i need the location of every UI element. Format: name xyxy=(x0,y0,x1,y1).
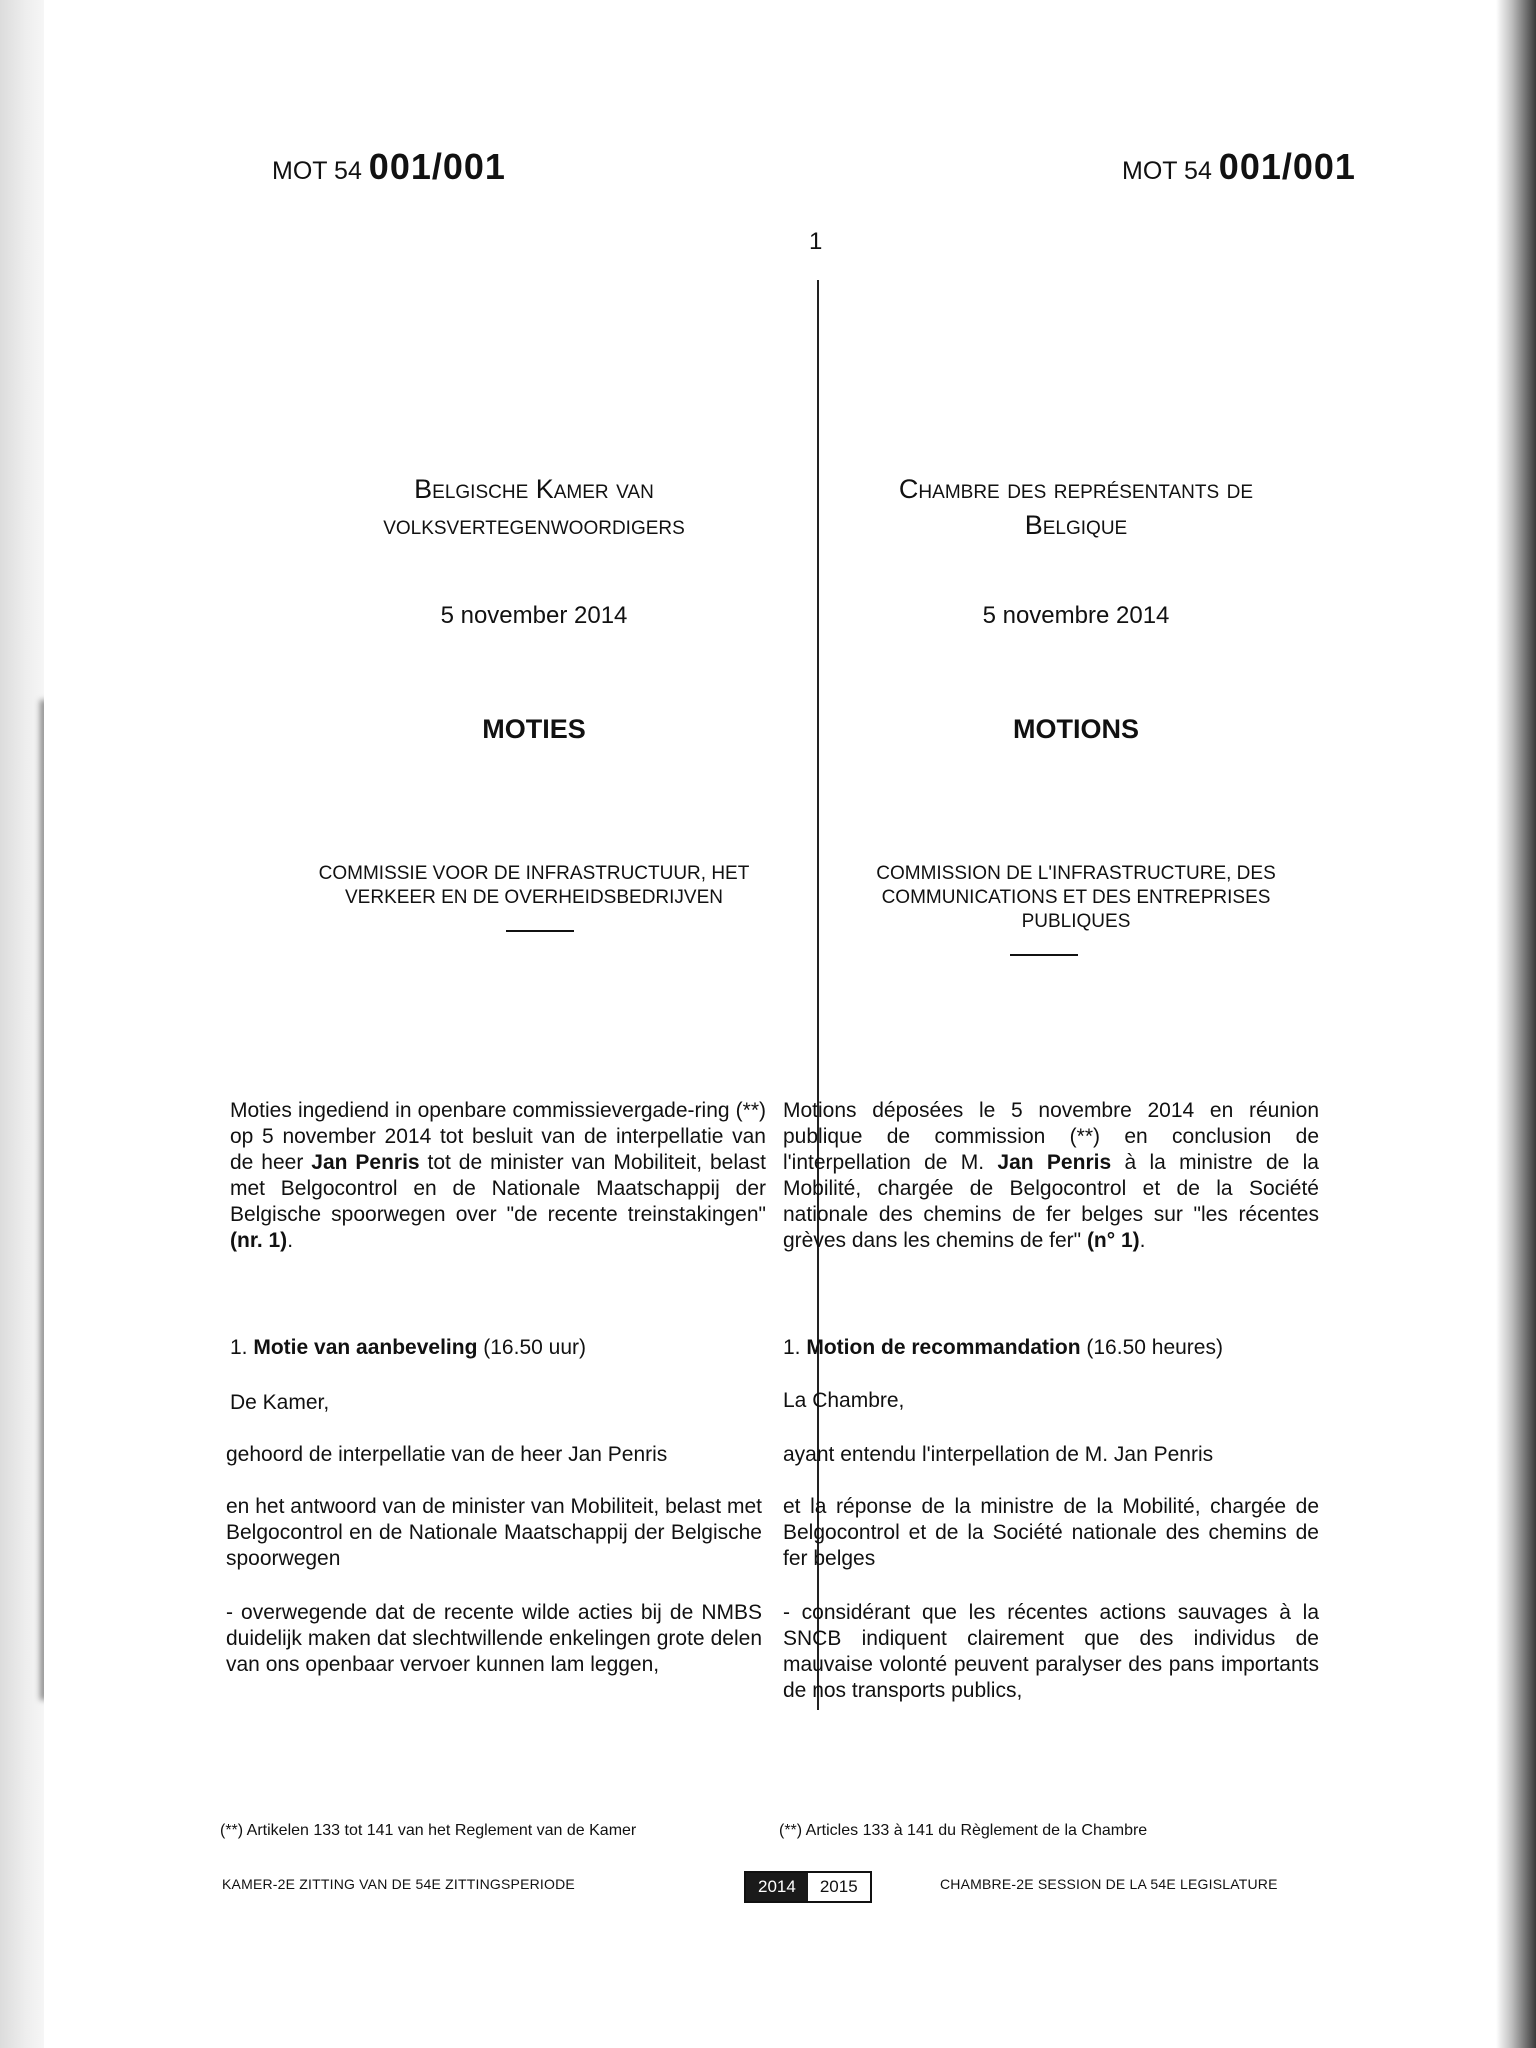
year-end: 2015 xyxy=(819,1877,858,1896)
answer-fr: et la réponse de la ministre de la Mobilité, chargée de Belgocontrol et de la Société nationale des chemins de fer belges xyxy=(783,1495,1319,1570)
doc-code-left xyxy=(272,146,506,188)
doc-code-right xyxy=(1122,146,1356,188)
motion-title: Motie van aanbeveling xyxy=(253,1336,478,1359)
motion-time: (16.50 uur) xyxy=(477,1336,586,1359)
footnote-nl: (**) Artikelen 133 tot 141 van het Reglement van de Kamer xyxy=(220,1822,637,1839)
intro-text: à la ministre de la Mobilité, chargée de Belgocontrol et de la Société nationale des chemins de fer belges sur "les récentes grèves dans les chemins de fer" xyxy=(783,1151,1319,1252)
motion-heading-fr xyxy=(783,1335,1319,1361)
motion-number: 1. xyxy=(230,1336,254,1359)
institution-line2: Belgique xyxy=(1024,510,1128,540)
rule-nl xyxy=(506,930,574,932)
footnote-fr: (**) Articles 133 à 141 du Règlement de la Chambre xyxy=(779,1822,1148,1839)
institution-name-fr xyxy=(796,470,1356,544)
commission-nl: COMMISSIE VOOR DE INFRASTRUCTUUR, HET VERKEER EN DE OVERHEIDSBEDRIJVEN xyxy=(318,863,750,908)
motion-title: Motion de recommandation xyxy=(806,1336,1081,1359)
page-number: 1 xyxy=(809,228,823,255)
intro-paragraph-nl xyxy=(230,1098,766,1254)
chamber-fr: La Chambre, xyxy=(783,1389,905,1412)
institution-line1: Chambre des représentants de xyxy=(898,474,1254,504)
intro-text: tot de minister van Mobiliteit, belast met Belgocontrol en de Nationale Maatschappij der Belgische spoorwegen over "de recente treinstakingen" xyxy=(230,1151,766,1226)
heard-nl: gehoord de interpellatie van de heer Jan Penris xyxy=(226,1443,668,1466)
motion-heading-nl xyxy=(230,1335,766,1361)
doc-code-prefix: MOT 54 xyxy=(1122,157,1212,185)
doc-code-prefix: MOT 54 xyxy=(272,157,362,185)
intro-name: Jan Penris xyxy=(997,1151,1112,1174)
intro-text: Moties ingediend in openbare commissievergade-ring (**) op 5 november 2014 tot besluit van de interpellatie van de heer xyxy=(230,1099,766,1174)
title-nl: MOTIES xyxy=(482,714,586,744)
year-start: 2014 xyxy=(746,1873,808,1901)
institution-line2: volksvertegenwoordigers xyxy=(383,510,685,540)
date-nl: 5 november 2014 xyxy=(440,602,628,629)
considering-nl: - overwegende dat de recente wilde acties bij de NMBS duidelijk maken dat slechtwillende enkelingen grote delen van ons openbaar vervoer kunnen lam leggen, xyxy=(226,1601,762,1676)
institution-line1: Belgische Kamer van xyxy=(414,474,654,504)
doc-code-number: 001/001 xyxy=(368,146,506,187)
session-years xyxy=(744,1871,872,1903)
answer-nl: en het antwoord van de minister van Mobiliteit, belast met Belgocontrol en de Nationale Maatschappij der Belgische spoorwegen xyxy=(226,1495,762,1570)
heard-fr: ayant entendu l'interpellation de M. Jan Penris xyxy=(783,1443,1214,1466)
motion-number: 1. xyxy=(783,1336,807,1359)
institution-name-nl xyxy=(254,470,814,544)
scan-margin-left xyxy=(0,0,44,2048)
rule-fr xyxy=(1010,954,1078,956)
session-label-fr: CHAMBRE-2E SESSION DE LA 54E LEGISLATURE xyxy=(940,1876,1278,1892)
intro-paragraph-fr xyxy=(783,1098,1319,1254)
intro-text: Motions déposées le 5 novembre 2014 en réunion publique de commission (**) en conclusion de l'interpellation de M. xyxy=(783,1099,1319,1174)
considering-fr: - considérant que les récentes actions sauvages à la SNCB indiquent clairement que des individus de mauvaise volonté peuvent paralyser des pans importants de nos transports publics, xyxy=(783,1601,1319,1702)
scan-margin-right xyxy=(1496,0,1536,2048)
intro-text: . xyxy=(1139,1229,1146,1252)
commission-fr: COMMISSION DE L'INFRASTRUCTURE, DES COMMUNICATIONS ET DES ENTREPRISES PUBLIQUES xyxy=(876,863,1276,932)
date-fr: 5 novembre 2014 xyxy=(982,602,1170,629)
intro-name: Jan Penris xyxy=(311,1151,420,1174)
doc-code-number: 001/001 xyxy=(1218,146,1356,187)
document-page xyxy=(44,0,1496,2048)
intro-ref: (nr. 1) xyxy=(230,1229,288,1252)
session-label-nl: KAMER-2E ZITTING VAN DE 54E ZITTINGSPERIODE xyxy=(222,1876,575,1892)
chamber-nl: De Kamer, xyxy=(230,1391,330,1414)
title-fr: MOTIONS xyxy=(1013,714,1139,744)
intro-ref: (n° 1) xyxy=(1086,1229,1140,1252)
motion-time: (16.50 heures) xyxy=(1080,1336,1223,1359)
intro-text: . xyxy=(287,1229,294,1252)
